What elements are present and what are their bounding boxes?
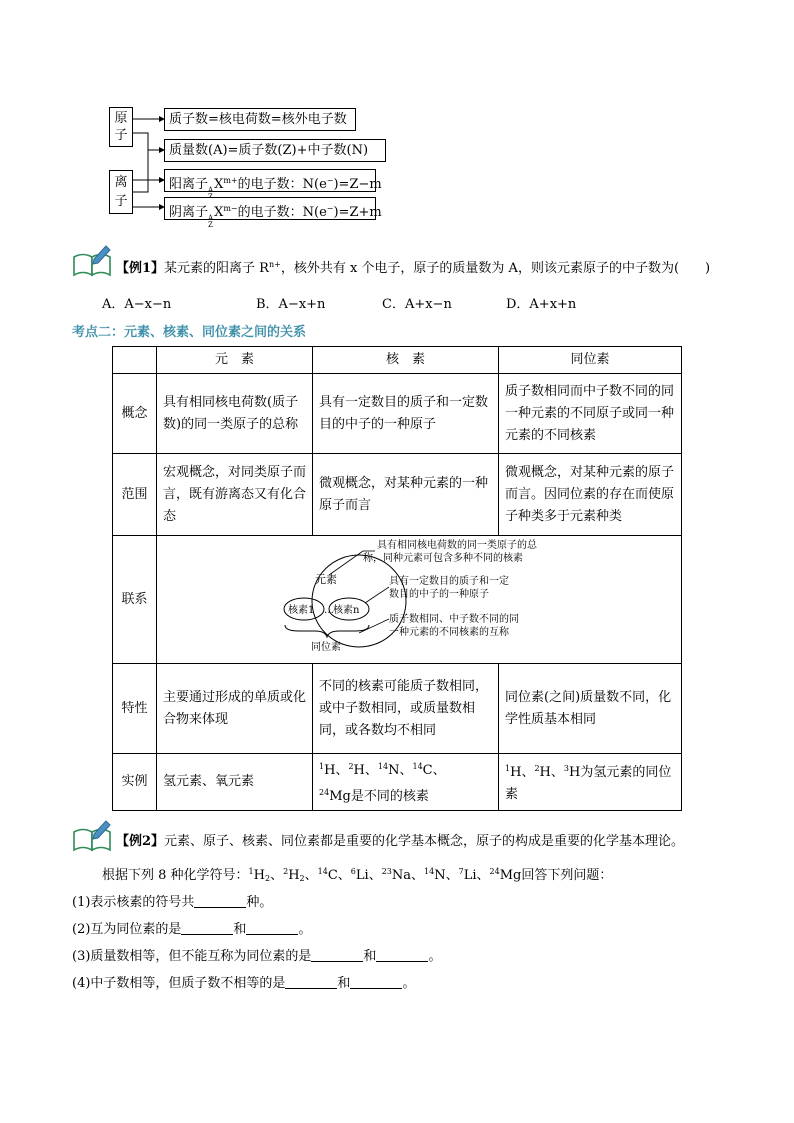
diagram-nuclide1: 核素1 bbox=[288, 604, 315, 616]
ion-label: 离子 bbox=[114, 175, 128, 209]
box-mass-number: 质量数(A)=质子数(Z)+中子数(N) bbox=[164, 139, 386, 162]
svg-text:具有相同核电荷数的同一类原子的总: 具有相同核电荷数的同一类原子的总 bbox=[377, 539, 537, 551]
chemical-symbol: $^{14}$N bbox=[424, 867, 446, 883]
box-anion: 阴离子 A Z $X^{m-}$的电子数：N(e−)=Z+m bbox=[164, 197, 376, 220]
chemical-symbol: $^{23}$Na bbox=[381, 867, 412, 883]
table-row: 实例 氢元素、氧元素 $^1$H、$^2$H、$^{14}$N、$^{14}$C、 $^{24}$Mg是不同的核素 $^1$H、$^2$H、$^3$H为氢元素的同位素 bbox=[113, 754, 682, 811]
box-proton-number: 质子数=核电荷数=核外电子数 bbox=[164, 108, 356, 131]
question-3: (3)质量数相等，但不能互称为同位素的是 和 。 bbox=[72, 949, 442, 964]
chemical-symbol: $^7$Li bbox=[458, 867, 477, 883]
svg-text:质子数相同、中子数不同的同: 质子数相同、中子数不同的同 bbox=[389, 613, 519, 625]
table-row: 特性 主要通过形成的单质或化合物来体现 不同的核素可能质子数相同，或中子数相同，或质量数相同，或各数均不相同 同位素(之间)质量数不同，化学性质基本相同 bbox=[113, 664, 682, 754]
header-nuclide: 核 素 bbox=[313, 347, 499, 374]
example1-question: 【例1】某元素的阳离子 $R^{n+}$，核外共有 x 个电子，原子的质量数为 A，则该元素原子的中子数为( ) bbox=[116, 260, 711, 276]
chemical-symbol: $^{14}$C bbox=[317, 867, 338, 883]
answer-blank[interactable] bbox=[285, 975, 337, 989]
svg-text:称，同种元素可包含多种不同的核素: 称，同种元素可包含多种不同的核素 bbox=[363, 552, 523, 564]
option-a[interactable]: A．A−x−n bbox=[102, 297, 172, 312]
question-4: (4)中子数相等，但质子数不相等的是 和 。 bbox=[72, 976, 416, 991]
flowchart-connectors bbox=[0, 0, 794, 240]
section2-heading: 考点二：元素、核素、同位素之间的关系 bbox=[72, 325, 307, 340]
example2-intro: 【例2】元素、原子、核素、同位素都是重要的化学基本概念，原子的构成是重要的化学基本理论。 bbox=[116, 834, 685, 849]
diagram-element: 元素 bbox=[315, 572, 337, 586]
box-cation: 阳离子 A $X^{m+}$的电子数：N(e−)=Z−m bbox=[164, 169, 376, 192]
chemical-symbol: $^6$Li bbox=[350, 867, 369, 883]
book-pencil-icon bbox=[72, 243, 114, 277]
diagram-dots: … bbox=[324, 604, 334, 616]
answer-blank[interactable] bbox=[194, 894, 246, 908]
row-label-scope: 范围 bbox=[113, 454, 157, 536]
answer-blank[interactable] bbox=[246, 921, 298, 935]
answer-blank[interactable] bbox=[376, 948, 428, 962]
comparison-table bbox=[112, 346, 682, 811]
option-d[interactable]: D．A+x+n bbox=[506, 297, 577, 312]
table-row: 概念 具有相同核电荷数(质子数)的同一类原子的总称 具有一定数目的质子和一定数目的中子的一种原子 质子数相同而中子数不同的同一种元素的不同原子或同一种元素的不同核素 bbox=[113, 374, 682, 454]
header-element: 元 素 bbox=[157, 347, 313, 374]
chemical-symbol-list: $^1H_2$、$^2H_2$、$^{14}$C、$^6$Li、$^{23}$Na、$^{14}$N、$^7$Li、$^{24}$Mg bbox=[248, 867, 522, 883]
header-isotope: 同位素 bbox=[499, 347, 682, 374]
chemical-symbol: $^{24}$Mg bbox=[489, 867, 522, 883]
example-nuclides-cell: $^1$H、$^2$H、$^{14}$N、$^{14}$C、 $^{24}$Mg是不同的核素 bbox=[313, 754, 499, 811]
example1-tag: 【例1】 bbox=[116, 261, 165, 276]
row-label-example: 实例 bbox=[113, 754, 157, 811]
question-1: (1)表示核素的符号共 种。 bbox=[72, 895, 273, 910]
table-header-row bbox=[113, 347, 682, 374]
table-row bbox=[113, 536, 682, 664]
example-isotopes-cell: $^1$H、$^2$H、$^3$H为氢元素的同位素 bbox=[499, 754, 682, 811]
svg-text:一种元素的不同核素的互称: 一种元素的不同核素的互称 bbox=[389, 626, 509, 638]
diagram-nuclideN: 核素n bbox=[333, 604, 360, 616]
option-c[interactable]: C．A+x−n bbox=[382, 297, 452, 312]
example1-options bbox=[102, 293, 702, 311]
example2-symbols-line: 根据下列 8 种化学符号：$^1H_2$、$^2H_2$、$^{14}$C、$^6$Li、$^{23}$Na、$^{14}$N、$^7$Li、$^{24}$Mg回答下列问题： bbox=[102, 867, 613, 883]
question-2: (2)互为同位素的是 和 。 bbox=[72, 922, 312, 937]
row-label-feature: 特性 bbox=[113, 664, 157, 754]
answer-blank[interactable] bbox=[181, 921, 233, 935]
row-label-concept: 概念 bbox=[113, 374, 157, 454]
chemical-symbol: $^2H_2$ bbox=[283, 867, 305, 883]
diagram-isotope: 同位素 bbox=[311, 641, 341, 653]
chemical-symbol: $^1H_2$ bbox=[248, 867, 271, 883]
answer-blank[interactable] bbox=[311, 948, 363, 962]
relation-diagram-cell bbox=[157, 536, 682, 664]
answer-blank[interactable] bbox=[350, 975, 402, 989]
book-pencil-icon bbox=[72, 818, 114, 852]
table-row: 范围 宏观概念，对同类原子而言，既有游离态又有化合态 微观概念，对某种元素的一种原子而言 微观概念，对某种元素的原子而言。因同位素的存在而使原子种类多于元素种类 bbox=[113, 454, 682, 536]
svg-text:具有一定数目的质子和一定: 具有一定数目的质子和一定 bbox=[389, 575, 509, 587]
relation-diagram bbox=[157, 537, 681, 663]
example2-tag: 【例2】 bbox=[116, 834, 165, 849]
option-b[interactable]: B．A−x+n bbox=[256, 297, 326, 312]
svg-text:数目的中子的一种原子: 数目的中子的一种原子 bbox=[389, 588, 489, 600]
row-label-relation: 联系 bbox=[113, 536, 157, 664]
atom-label: 原子 bbox=[114, 111, 128, 143]
